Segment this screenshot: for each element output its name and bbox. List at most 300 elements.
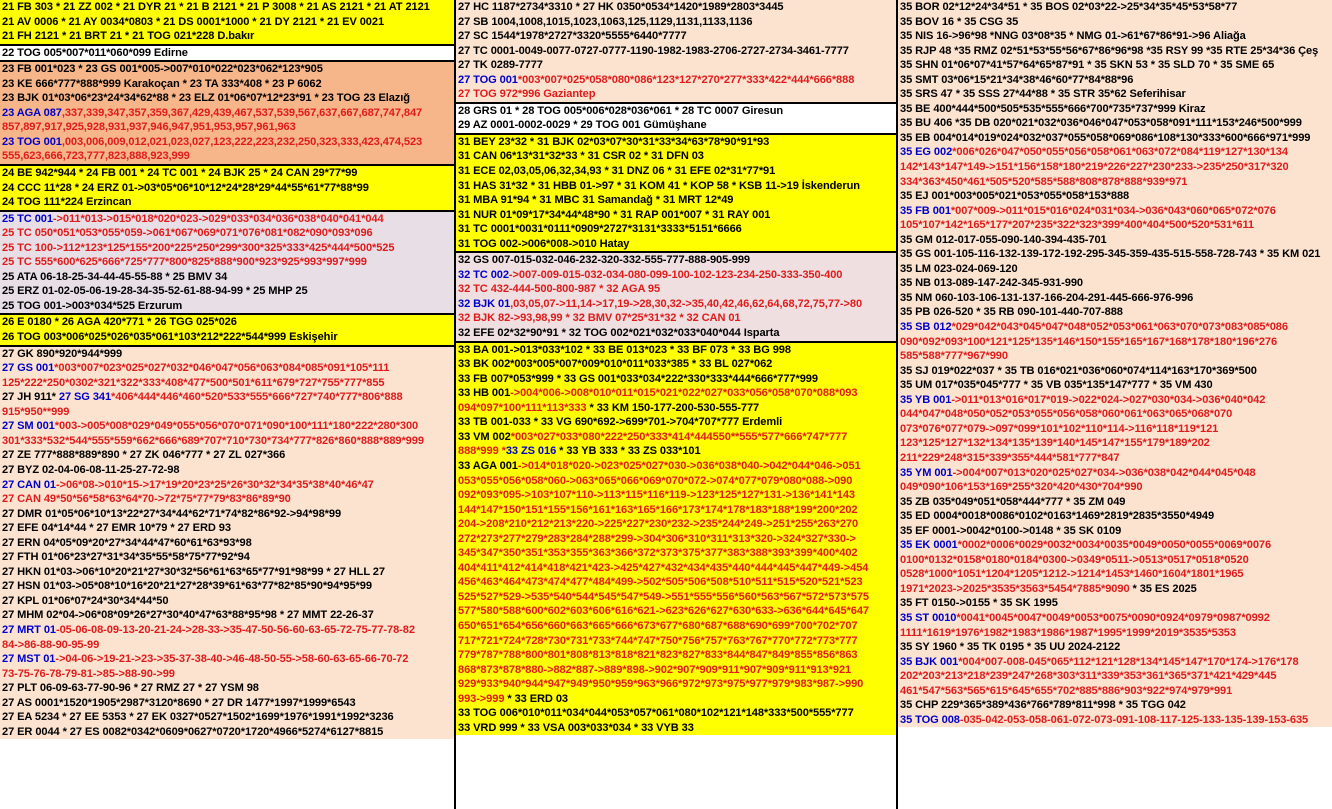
plate-segment: -05-06-08-09-13-20-21-24->28-33->35-47-50-56-60-63-65-72-75-77-78-82 [55,623,415,636]
plate-line [2,77,452,92]
plate-line [2,120,452,135]
plate-line [2,710,452,725]
plate-segment: 27 TK 0289-7777 [458,59,543,72]
plate-segment: 35 GS 001-105-116-132-139-172-192-295-345-359-435-515-558-728-743 * 35 KM 021 [900,248,1321,261]
plate-line [458,164,894,179]
plate-line [900,553,1330,568]
plate-segment: *406*444*446*460*520*533*555*666*727*740*777*806*888 [111,391,403,404]
plate-line [2,91,452,106]
plate-segment: 35 TOG 008 [900,713,960,726]
plate-line [458,677,894,692]
plate-segment: 35 SB 012 [900,321,952,334]
plate-line [2,299,452,314]
plate-line [2,29,452,44]
plate-segment: 35 ST 0010 [900,611,957,624]
plate-line [2,565,452,580]
plate-line [458,0,894,15]
plate-line [458,561,894,576]
plate-segment: *007*009->011*015*016*024*031*034->036*043*060*065*072*076 [950,204,1276,217]
plate-line [900,655,1330,670]
plate-line [2,149,452,164]
plate-line [2,315,452,330]
plate-line [2,255,452,270]
plate-segment: 31 ECE 02,03,05,06,32,34,93 * 31 DNZ 06 * 31 EFE 02*31*77*91 [458,165,776,178]
plate-segment: *029*042*043*045*047*048*052*053*061*063*070*073*083*085*086 [951,321,1288,334]
plate-segment: 27 GS 001 [2,362,55,375]
plate-line [900,145,1330,160]
plate-line [900,349,1330,364]
plate-line [2,15,452,30]
plate-segment: 25 TC 555*600*625*666*725*777*800*825*888*900*923*925*993*997*999 [2,256,367,269]
plate-segment: 35 UM 017*035*045*777 * 35 VB 035*135*147*777 * 35 VM 430 [900,379,1213,392]
plate-line [2,419,452,434]
plate-segment: 24 TOG 111*224 Erzincan [2,196,132,209]
plate-line [458,575,894,590]
plate-segment: 35 FT 0150->0155 * 35 SK 1995 [900,597,1058,610]
plate-line [2,696,452,711]
plate-line [2,681,452,696]
plate-line [900,436,1330,451]
plate-line [900,247,1330,262]
plate-segment: 21 AV 0006 * 21 AY 0034*0803 * 21 DS 0001*1000 * 21 DY 2121 * 21 EV 0021 [2,15,385,28]
plate-line [458,488,894,503]
plate-line [900,626,1330,641]
plate-segment: *003*007*025*058*080*086*123*127*270*277*333*422*444*666*888 [517,73,855,86]
plate-segment: 334*363*450*461*505*520*585*588*808*878*888*939*971 [900,175,1188,188]
plate-segment: 211*229*248*315*339*355*444*581*777*847 [900,451,1120,464]
plate-segment: 35 EK 0001 [900,539,958,552]
plate-line [2,521,452,536]
plate-line [900,524,1330,539]
plate-segment: 22 TOG 005*007*011*060*099 Edirne [2,46,188,59]
plate-segment: 27 AS 0001*1520*1905*2987*3120*8690 * 27 DR 1477*1997*1999*6543 [2,696,356,709]
plate-line [2,579,452,594]
plate-segment: 461*547*563*565*615*645*655*702*885*886*903*922*974*979*991 [900,684,1233,697]
plate-segment: 27 EA 5234 * 27 EE 5353 * 27 EK 0327*0527*1502*1699*1976*1991*1992*3236 [2,711,394,724]
plate-line [2,652,452,667]
plate-line [458,326,894,341]
plate-line [900,538,1330,553]
plate-segment: 27 SB 1004,1008,1015,1023,1063,125,1129,1131,1133,1136 [458,15,753,28]
plate-line [458,444,894,459]
block-35 [898,0,1332,727]
plate-line [458,29,894,44]
plate-segment: ,003,006,009,012,021,023,027,123,222,223,232,250,323,333,423,474,523 [61,135,423,148]
plate-line [458,619,894,634]
plate-segment: 33 BA 001->013*033*102 * 33 BE 013*023 * 33 BF 073 * 33 BG 998 [458,343,791,356]
plate-line [900,291,1330,306]
plate-segment: 32 TC 002 [458,268,509,281]
plate-line [458,532,894,547]
plate-segment: 31 NUR 01*09*17*34*44*48*90 * 31 RAP 001*007 * 31 RAY 001 [458,208,771,221]
plate-segment: 27 TOG 972*996 Gaziantep [458,88,596,101]
plate-segment: 26 TOG 003*006*025*026*035*061*103*212*222*544*999 Eskişehir [2,331,338,344]
plate-segment: 915*950**999 [2,405,70,418]
plate-line [458,58,894,73]
block-27-cont [456,0,896,104]
plate-segment: 23 AGA 087 [2,106,62,119]
plate-line [900,364,1330,379]
plate-segment: 25 TC 100->112*123*125*155*200*225*250*299*300*325*333*425*444*500*525 [2,241,395,254]
plate-segment: 32 EFE 02*32*90*91 * 32 TOG 002*021*032*033*040*044 Isparta [458,327,780,340]
plate-segment: 31 TOG 002->006*008->010 Hatay [458,237,630,250]
plate-line [900,0,1330,15]
plate-segment: 27 MST 01 [2,653,56,666]
plate-line [458,430,894,445]
plate-line [458,474,894,489]
plate-segment: 33 FB 007*053*999 * 33 GS 001*033*034*222*330*333*444*666*777*999 [458,372,818,385]
plate-segment: 144*147*150*151*155*156*161*163*165*166*173*174*178*183*188*199*200*202 [458,503,858,516]
plate-segment: *004*007-008-045*065*112*121*128*134*145*147*170*174->176*178 [958,655,1299,668]
plate-line [900,669,1330,684]
plate-segment: 31 BEY 23*32 * 31 BJK 02*03*07*30*31*33*34*63*78*90*91*93 [458,135,770,148]
plate-segment: 073*076*077*079->097*099*101*102*110*114->116*118*119*121 [900,422,1219,435]
plate-line [458,87,894,102]
plate-segment: ->04-06->19-21->23->35-37-38-40->46-48-50-55->58-60-63-65-66-70-72 [55,653,409,666]
block-24 [0,166,454,212]
plate-segment: 32 TC 432-444-500-800-987 * 32 AGA 95 [458,283,661,296]
plate-line [458,604,894,619]
plate-segment: 73-75-76-78-79-81->85->88-90->99 [2,667,175,680]
plate-segment: 24 CCC 11*28 * 24 ERZ 01->03*05*06*10*12*24*28*29*44*55*61*77*88*99 [2,181,369,194]
plate-segment: 35 SHN 01*06*07*41*57*64*65*87*91 * 35 SKN 53 * 35 SLD 70 * 35 SME 65 [900,59,1275,72]
plate-line [900,204,1330,219]
plate-segment: 650*651*654*656*660*663*665*666*673*677*680*687*688*690*699*700*702*707 [458,619,858,632]
block-32 [456,253,896,342]
plate-line [458,401,894,416]
plate-line [900,320,1330,335]
plate-segment: 044*047*048*050*052*053*055*056*058*060*061*063*065*068*070 [900,408,1233,421]
block-31 [456,135,896,253]
plate-line [2,550,452,565]
plate-line [2,376,452,391]
column-middle [456,0,898,809]
plate-segment: 25 ERZ 01-02-05-06-19-28-34-35-52-61-88-94-99 * 25 MHP 25 [2,285,308,298]
block-28 [456,104,896,135]
plate-segment: 27 CAN 01 [2,478,56,491]
plate-segment: 27 CAN 49*50*56*58*63*64*70->72*75*77*79*83*86*89*90 [2,493,291,506]
plate-line [458,253,894,268]
plate-line [458,692,894,707]
plate-segment: 0100*0132*0158*0180*0184*0300->0349*0511->0513*0517*0518*0520 [900,553,1249,566]
block-26 [0,315,454,346]
column-left [0,0,456,809]
plate-segment: 779*787*788*800*801*808*813*818*821*823*827*833*844*847*849*855*856*863 [458,649,858,662]
plate-segment: 31 CAN 06*13*31*32*33 * 31 CSR 02 * 31 DFN 03 [458,150,704,163]
plate-segment: 272*273*277*279*283*284*288*299->304*306*310*311*313*320->324*327*330-> [458,532,856,545]
plate-segment: *003->005*008*029*049*055*056*070*071*090*100*111*180*222*280*300 [54,420,419,433]
plate-segment: 35 PB 026-520 * 35 RB 090-101-440-707-888 [900,306,1123,319]
plate-segment: 32 BJK 82->93,98,99 * 32 BMV 07*25*31*32 * 32 CAN 01 [458,312,741,325]
plate-segment: 35 EF 0001->0042*0100->0148 * 35 SK 0109 [900,524,1122,537]
plate-line [458,663,894,678]
plate-segment: * 35 ES 2025 [1129,582,1197,595]
plate-line [900,378,1330,393]
plate-line [2,638,452,653]
plate-line [900,684,1330,699]
plate-segment: 33 VRD 999 * 33 VSA 003*033*034 * 33 VYB 33 [458,721,694,734]
plate-segment: 555,623,666,723,777,823,888,923,999 [2,150,190,163]
plate-segment: 0528*1000*1051*1204*1205*1212->1214*1453*1460*1604*1801*1965 [900,568,1244,581]
plate-line [900,466,1330,481]
plate-line [2,284,452,299]
plate-line [2,361,452,376]
plate-segment: 33 VM 002 [458,430,511,443]
plate-line [900,233,1330,248]
plate-line [900,698,1330,713]
plate-line [458,44,894,59]
plate-segment: 993->999 [458,692,505,705]
plate-line [458,459,894,474]
plate-segment: 525*527*529->535*540*544*545*547*549->551*555*556*560*563*567*572*573*575 [458,590,869,603]
plate-segment: -035-042-053-058-061-072-073-091-108-117-125-133-135-139-153-635 [959,713,1309,726]
plate-line [900,218,1330,233]
plate-segment: * 33 YB 333 * 33 ZS 033*101 [556,445,701,458]
plate-line [458,503,894,518]
plate-segment: *0002*0006*0029*0032*0034*0035*0049*0050*0055*0069*0076 [957,539,1272,552]
plate-segment: 21 FH 2121 * 21 BRT 21 * 21 TOG 021*228 D.bakır [2,30,255,43]
plate-line [900,262,1330,277]
plate-segment: 202*203*213*218*239*247*268*303*311*339*353*361*365*371*421*429*445 [900,670,1277,683]
plate-line [458,546,894,561]
plate-segment: 23 FB 001*023 * 23 GS 001*005->007*010*022*023*062*123*905 [2,63,323,76]
plate-line [2,463,452,478]
plate-segment: 35 NIS 16->96*98 *NNG 03*08*35 * NMG 01->61*67*86*91->96 Aliağa [900,30,1246,43]
plate-line [2,536,452,551]
block-27 [0,347,454,740]
plate-segment: 204->208*210*212*213*220->225*227*230*232->235*244*249->251*255*263*270 [458,518,859,531]
plate-segment: 31 HAS 31*32 * 31 HBB 01->97 * 31 KOM 41 * KOP 58 * KSB 11->19 İskenderun [458,179,860,192]
plate-line [2,195,452,210]
plate-segment: 31 MBA 91*94 * 31 MBC 31 Samandağ * 31 MRT 12*49 [458,194,734,207]
plate-segment: *003*027*033*080*222*250*333*414*444550**555*577*666*747*777 [510,430,848,443]
plate-segment: 29 AZ 0001-0002-0029 * 29 TOG 001 Gümüşhane [458,119,707,132]
plate-line [458,268,894,283]
plate-segment: 35 EJ 001*003*005*021*053*055*058*153*888 [900,190,1130,203]
plate-line [458,721,894,736]
plate-line [2,166,452,181]
plate-line [458,357,894,372]
plate-line [2,212,452,227]
plate-line [900,116,1330,131]
plate-segment: 929*933*940*944*947*949*950*959*963*966*972*973*975*977*979*983*987->990 [458,678,864,691]
plate-segment: 33 AGA 001 [458,459,518,472]
plate-segment: *006*026*047*050*055*056*058*061*063*072*084*119*127*130*134 [952,146,1288,159]
plate-line [458,590,894,605]
plate-segment: 35 BE 400*444*500*505*535*555*666*700*735*737*999 Kiraz [900,102,1206,115]
plate-segment: ->007-009-015-032-034-080-099-100-102-123-234-250-333-350-400 [508,268,843,281]
plate-line [458,386,894,401]
plate-line [2,507,452,522]
plate-line [900,305,1330,320]
plate-line [900,73,1330,88]
plate-line [458,297,894,312]
plate-segment: 35 NB 013-089-147-242-345-931-990 [900,277,1083,290]
plate-segment: 27 JH 911* [2,391,59,404]
plate-line [2,608,452,623]
plate-segment: 888*999 * [458,445,506,458]
plate-segment: 31 TC 0001*0031*0111*0909*2727*3131*3333*5151*6666 [458,223,742,236]
plate-line [458,73,894,88]
plate-segment: 27 SG 341 [58,391,112,404]
plate-line [2,106,452,121]
plate-segment: ,03,05,07->11,14->17,19->28,30,32->35,40,42,46,62,64,68,72,75,77->80 [510,297,863,310]
plate-segment: 27 SC 1544*1978*2727*3320*5555*6440*7777 [458,30,687,43]
plate-segment: * 33 ERD 03 [504,692,568,705]
plate-segment: ->004*006->008*010*011*015*021*022*027*033*056*058*070*088*093 [510,387,858,400]
plate-segment: 053*055*056*058*060->063*065*066*069*070*072->074*077*079*080*088->090 [458,474,853,487]
plate-segment: ,337,339,347,357,359,367,429,439,467,537,539,567,637,667,687,747,847 [61,106,423,119]
plate-line [900,495,1330,510]
plate-segment: 27 BYZ 02-04-06-08-11-25-27-72-98 [2,463,180,476]
plate-segment: 33 BK 002*003*005*007*009*010*011*033*385 * 33 BL 027*062 [458,358,773,371]
plate-segment: 35 BOR 02*12*24*34*51 * 35 BOS 02*03*22->25*34*35*45*53*58*77 [900,1,1238,13]
plate-line [900,567,1330,582]
plate-segment: 35 ED 0004*0018*0086*0102*0163*1469*2819*2835*3550*4949 [900,510,1215,523]
plate-segment: ->011*013*016*017*019->022*024->027*030*034->036*040*042 [951,393,1266,406]
plate-segment: 35 EB 004*014*019*024*032*037*055*058*069*086*108*130*333*600*666*971*999 [900,131,1311,144]
plate-line [458,179,894,194]
plate-line [2,181,452,196]
plate-segment: *003*007*023*025*027*032*046*047*056*063*084*085*091*105*111 [54,362,390,375]
plate-segment: 27 MHM 02*04->06*08*09*26*27*30*40*47*63*88*95*98 * 27 MMT 22-26-37 [2,609,374,622]
plate-line [458,193,894,208]
plate-segment: ->004*007*013*020*025*027*034->036*038*042*044*045*048 [952,466,1256,479]
plate-line [2,390,452,405]
plate-line [458,415,894,430]
plate-segment: 33 TB 001-033 * 33 VG 690*692->699*701->704*707*777 Erdemli [458,416,783,429]
plate-line [458,104,894,119]
plate-segment: 84->86-88-90-95-99 [2,638,100,651]
plate-line [458,282,894,297]
plate-segment: 21 FB 303 * 21 ZZ 002 * 21 DYR 21 * 21 B 2121 * 21 P 3008 * 21 AS 2121 * 21 AT 2121 [2,1,430,13]
plate-segment: 33 ZS 016 [505,445,557,458]
plate-segment: 23 KE 666*777*888*999 Karakoçan * 23 TA 333*408 * 23 P 6062 [2,77,322,90]
plate-line [458,118,894,133]
plate-line [900,422,1330,437]
plate-line [900,582,1330,597]
plate-segment: 27 KPL 01*06*07*24*30*34*44*50 [2,594,169,607]
block-23 [0,62,454,166]
plate-line [2,594,452,609]
plate-segment: 32 BJK 01 [458,297,511,310]
plate-segment: 123*125*127*132*134*135*139*140*145*147*155*179*189*202 [900,437,1210,450]
plate-line [458,208,894,223]
plate-segment: 090*092*093*100*121*125*135*146*150*155*165*167*168*178*180*196*276 [900,335,1278,348]
plate-line [458,343,894,358]
plate-line [2,667,452,682]
plate-segment: 1111*1619*1976*1982*1983*1986*1987*1995*1999*2019*3535*5353 [900,626,1236,639]
plate-line [2,0,452,15]
plate-segment: 27 SM 001 [2,420,55,433]
plate-line [2,492,452,507]
plate-segment: 35 CHP 229*365*389*436*766*789*811*998 * 35 TGG 042 [900,699,1186,712]
plate-line [900,335,1330,350]
plate-line [900,87,1330,102]
plate-line [900,102,1330,117]
column-right [898,0,1332,809]
plate-segment: 27 ZE 777*888*889*890 * 27 ZK 046*777 * 27 ZL 027*366 [2,449,286,462]
plate-segment: 25 TC 001 [2,212,53,225]
plate-line [458,634,894,649]
plate-line [900,15,1330,30]
plate-line [900,596,1330,611]
plate-segment: 35 GM 012-017-055-090-140-394-435-701 [900,233,1107,246]
plate-line [458,706,894,721]
plate-line [458,237,894,252]
plate-line [900,509,1330,524]
plate-segment: 23 BJK 01*03*06*23*24*34*62*88 * 23 ELZ 01*06*07*12*23*91 * 23 TOG 23 Elazığ [2,92,410,105]
plate-segment: 27 HC 1187*2734*3310 * 27 HK 0350*0534*1420*1989*2803*3445 [458,1,784,13]
plate-segment: 857,897,917,925,928,931,937,946,947,951,953,957,961,963 [2,121,296,134]
plate-segment: 27 FTH 01*06*23*27*31*34*35*55*58*75*77*92*94 [2,551,250,564]
plate-line [900,480,1330,495]
plate-line [458,311,894,326]
plate-segment: 27 GK 890*920*944*999 [2,347,123,360]
plate-line [2,448,452,463]
plate-line [900,713,1330,728]
plate-line [900,175,1330,190]
plate-line [900,44,1330,59]
plate-segment: 27 ERN 04*05*09*20*27*34*44*47*60*61*63*93*98 [2,536,252,549]
plate-segment: 345*347*350*351*353*355*363*366*372*373*375*377*383*388*393*399*400*402 [458,547,858,560]
block-21 [0,0,454,46]
plate-line [900,640,1330,655]
plate-line [900,276,1330,291]
plate-line [2,270,452,285]
plate-line [2,135,452,150]
plate-line [900,131,1330,146]
plate-line [900,189,1330,204]
plate-segment: 094*097*100*111*113*333 [458,401,587,414]
plate-segment: 35 ZB 035*049*051*058*444*777 * 35 ZM 049 [900,495,1126,508]
plate-segment: ->014*018*020->023*025*027*030->036*038*040->042*044*046->051 [517,459,861,472]
plate-segment: 28 GRS 01 * 28 TOG 005*006*028*036*061 * 28 TC 0007 Giresun [458,104,784,117]
plate-segment: 32 GS 007-015-032-046-232-320-332-555-777-888-905-999 [458,254,750,267]
plate-segment: 105*107*142*165*177*207*235*322*323*399*400*404*500*520*531*611 [900,219,1254,232]
plate-segment: 35 BJK 001 [900,655,959,668]
block-25 [0,212,454,316]
plate-segment: 35 BU 406 *35 DB 020*021*032*036*046*047*053*058*091*111*153*246*500*999 [900,117,1302,130]
plate-segment: 27 HSN 01*03->05*08*10*16*20*21*27*28*39*61*63*77*82*85*90*94*95*99 [2,580,372,593]
plate-segment: 25 TOG 001->003*034*525 Erzurum [2,299,183,312]
plate-segment: 25 ATA 06-18-25-34-44-45-55-88 * 25 BMV 34 [2,270,228,283]
plate-segment: 27 PLT 06-09-63-77-90-96 * 27 RMZ 27 * 27 YSM 98 [2,682,259,695]
plate-segment: 404*411*412*414*418*421*423->425*427*432*434*435*440*444*445*447*449->454 [458,561,869,574]
plate-line [2,623,452,638]
plate-segment: 301*333*532*544*555*559*662*666*689*707*710*730*734*777*826*860*888*889*999 [2,434,424,447]
plate-segment: ->06*08->010*15->17*19*20*23*25*26*30*32*34*35*38*40*46*47 [55,478,374,491]
plate-segment: 25 TC 050*051*053*055*059->061*067*069*071*076*081*082*090*093*096 [2,227,373,240]
plate-line [900,160,1330,175]
plate-segment: 35 LM 023-024-069-120 [900,262,1018,275]
plate-line [458,222,894,237]
plate-line [2,62,452,77]
plate-segment: 27 EFE 04*14*44 * 27 EMR 10*79 * 27 ERD 93 [2,522,231,535]
plate-segment: 35 NM 060-103-106-131-137-166-204-291-445-666-976-996 [900,291,1194,304]
plate-segment: 35 SRS 47 * 35 SSS 27*44*88 * 35 STR 35*62 Seferihisar [900,88,1186,101]
plate-segment: 27 TC 0001-0049-0077-0727-0777-1190-1982-1983-2706-2727-2734-3461-7777 [458,44,849,57]
plate-segment: 35 FB 001 [900,204,951,217]
plate-line [2,725,452,740]
plate-segment: 24 BE 942*944 * 24 FB 001 * 24 TC 001 * 24 BJK 25 * 24 CAN 29*77*99 [2,167,358,180]
plate-segment: ->011*013->015*018*020*023->029*033*034*036*038*040*041*044 [52,212,384,225]
plate-segment: 35 RJP 48 *35 RMZ 02*51*53*55*56*67*86*96*98 *35 RSY 99 *35 RTE 25*34*36 Çeş [900,44,1319,57]
plate-segment: 868*873*878*880->882*887->889*898->902*907*909*911*907*909*911*913*921 [458,663,852,676]
plate-line [900,407,1330,422]
plate-line [2,46,452,61]
plate-segment: 26 E 0180 * 26 AGA 420*771 * 26 TGG 025*026 [2,316,237,329]
